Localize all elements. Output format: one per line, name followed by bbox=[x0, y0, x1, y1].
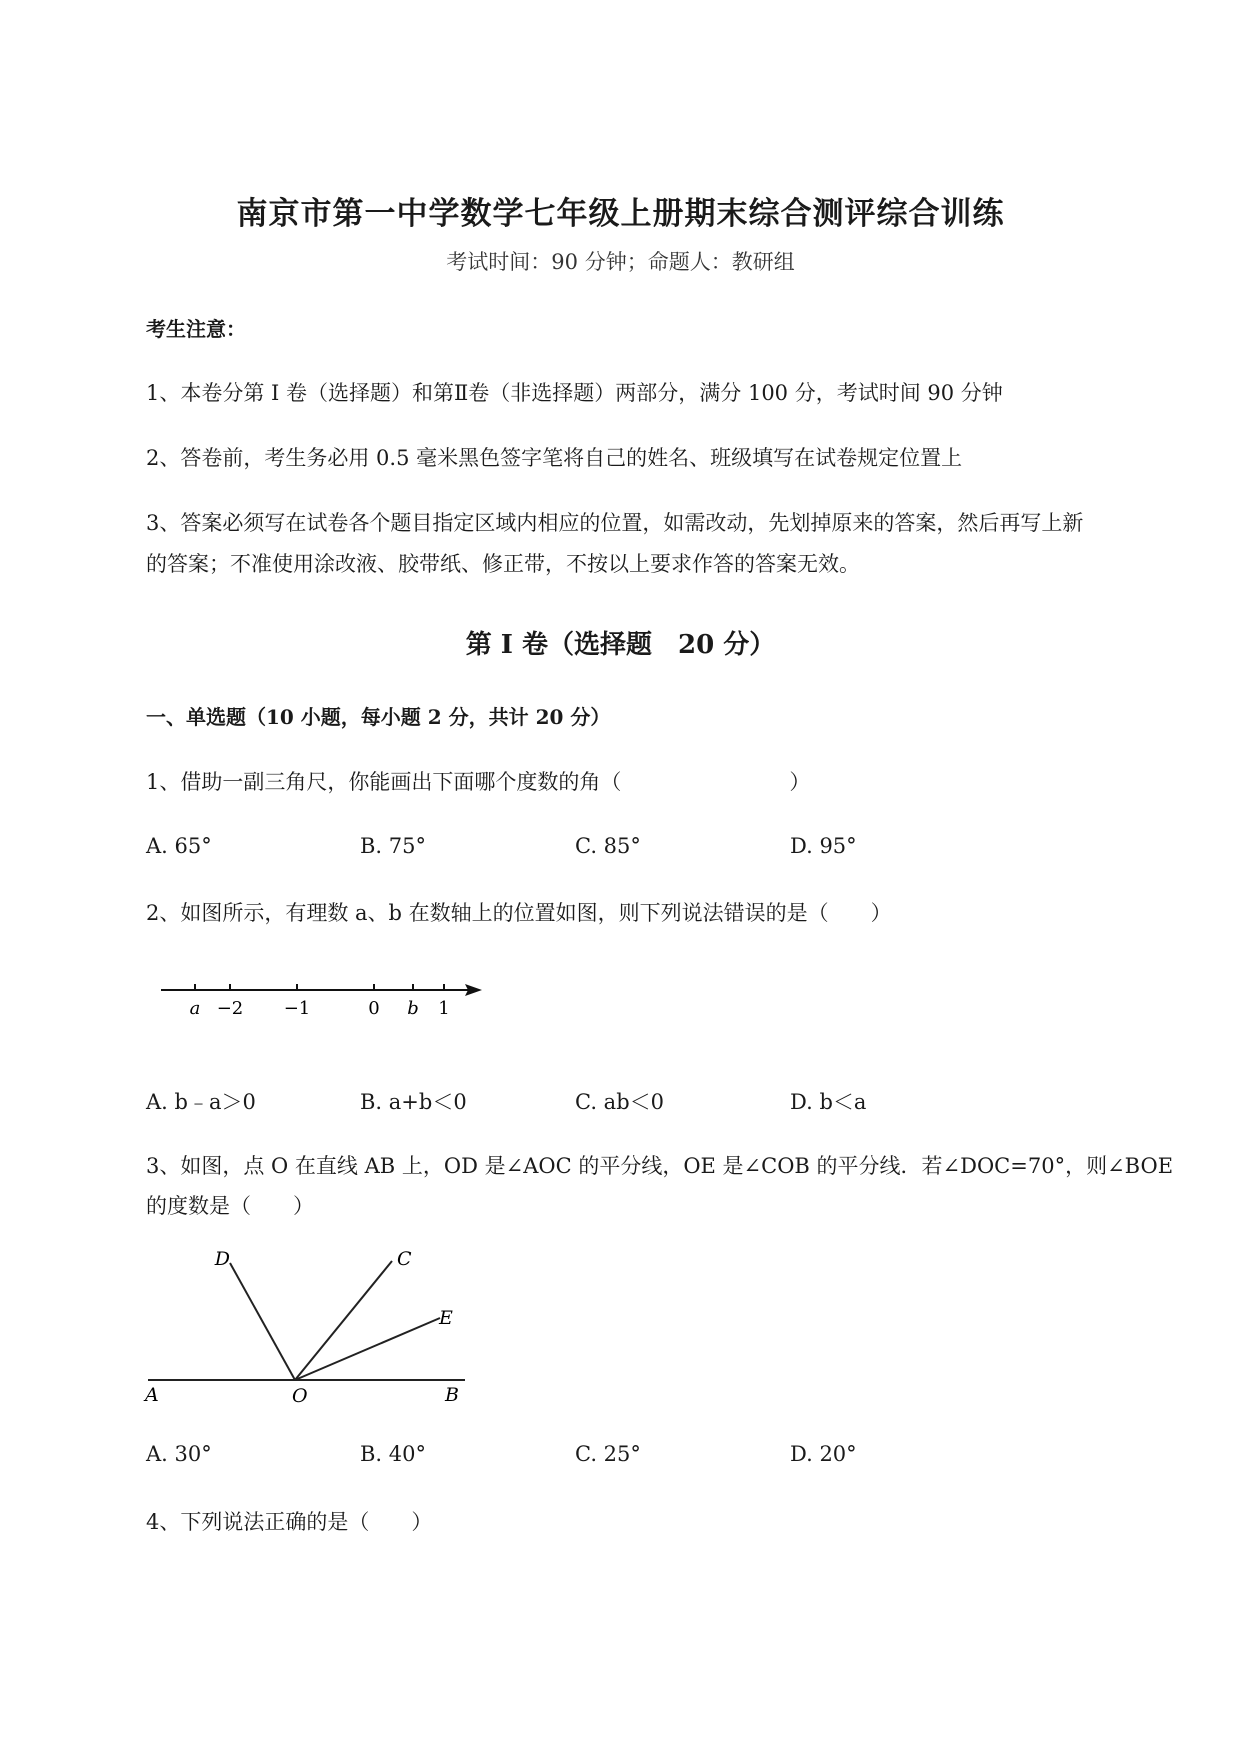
notice-item-3-cont: 的答案；不准使用涂改液、胶带纸、修正带，不按以上要求作答的答案无效。 bbox=[146, 552, 860, 576]
angle-figure bbox=[140, 1245, 470, 1405]
point-a-label: A bbox=[145, 1384, 159, 1405]
section-title: 第 I 卷（选择题 20 分） bbox=[465, 630, 776, 660]
nl-label-b: b bbox=[407, 998, 419, 1019]
nl-label-0: 0 bbox=[368, 998, 380, 1019]
q1-option-c[interactable]: C. 85° bbox=[575, 834, 641, 858]
question-3-stem: 3、如图，点 O 在直线 AB 上，OD 是∠AOC 的平分线，OE 是∠COB 的平分线．若∠DOC=70°，则∠BOE bbox=[146, 1154, 1174, 1178]
q2-option-d[interactable]: D. b＜a bbox=[790, 1090, 867, 1114]
nl-label-a: a bbox=[189, 998, 201, 1019]
q1-option-a[interactable]: A. 65° bbox=[146, 834, 212, 858]
q3-option-a[interactable]: A. 30° bbox=[146, 1442, 212, 1466]
notice-item-1: 1、本卷分第 I 卷（选择题）和第Ⅱ卷（非选择题）两部分，满分 100 分，考试时间 90 分钟 bbox=[146, 381, 1003, 405]
point-b-label: B bbox=[445, 1384, 459, 1405]
notice-heading: 考生注意： bbox=[146, 317, 246, 341]
question-2-stem: 2、如图所示，有理数 a、b 在数轴上的位置如图，则下列说法错误的是（ ） bbox=[146, 901, 892, 925]
q3-option-b[interactable]: B. 40° bbox=[360, 1442, 427, 1466]
part-heading: 一、单选题（10 小题，每小题 2 分，共计 20 分） bbox=[146, 705, 611, 729]
nl-label-neg1: −1 bbox=[283, 998, 311, 1019]
point-c-label: C bbox=[397, 1248, 412, 1270]
q3-option-d[interactable]: D. 20° bbox=[790, 1442, 857, 1466]
question-4-stem: 4、下列说法正确的是（ ） bbox=[146, 1510, 433, 1534]
q1-option-d[interactable]: D. 95° bbox=[790, 834, 857, 858]
number-line-figure bbox=[155, 975, 495, 1025]
exam-info: 考试时间：90 分钟；命题人：教研组 bbox=[446, 250, 795, 274]
question-1-stem: 1、借助一副三角尺，你能画出下面哪个度数的角（ ） bbox=[146, 770, 811, 794]
notice-item-3: 3、答案必须写在试卷各个题目指定区域内相应的位置，如需改动，先划掉原来的答案，然后再写上新 bbox=[146, 511, 1084, 535]
question-3-stem-cont: 的度数是（ ） bbox=[146, 1194, 314, 1218]
nl-label-neg2: −2 bbox=[216, 998, 244, 1019]
page-title: 南京市第一中学数学七年级上册期末综合测评综合训练 bbox=[236, 196, 1005, 232]
nl-label-1: 1 bbox=[438, 998, 450, 1019]
point-e-label: E bbox=[439, 1307, 453, 1329]
notice-item-2: 2、答卷前，考生务必用 0.5 毫米黑色签字笔将自己的姓名、班级填写在试卷规定位置上 bbox=[146, 446, 963, 470]
q1-option-b[interactable]: B. 75° bbox=[360, 834, 427, 858]
q2-option-b[interactable]: B. a+b＜0 bbox=[360, 1090, 467, 1114]
q2-option-c[interactable]: C. ab＜0 bbox=[575, 1090, 664, 1114]
point-d-label: D bbox=[214, 1248, 230, 1270]
point-o-label: O bbox=[292, 1385, 308, 1405]
q2-option-a[interactable]: A. b﹣a＞0 bbox=[146, 1090, 256, 1114]
q3-option-c[interactable]: C. 25° bbox=[575, 1442, 641, 1466]
